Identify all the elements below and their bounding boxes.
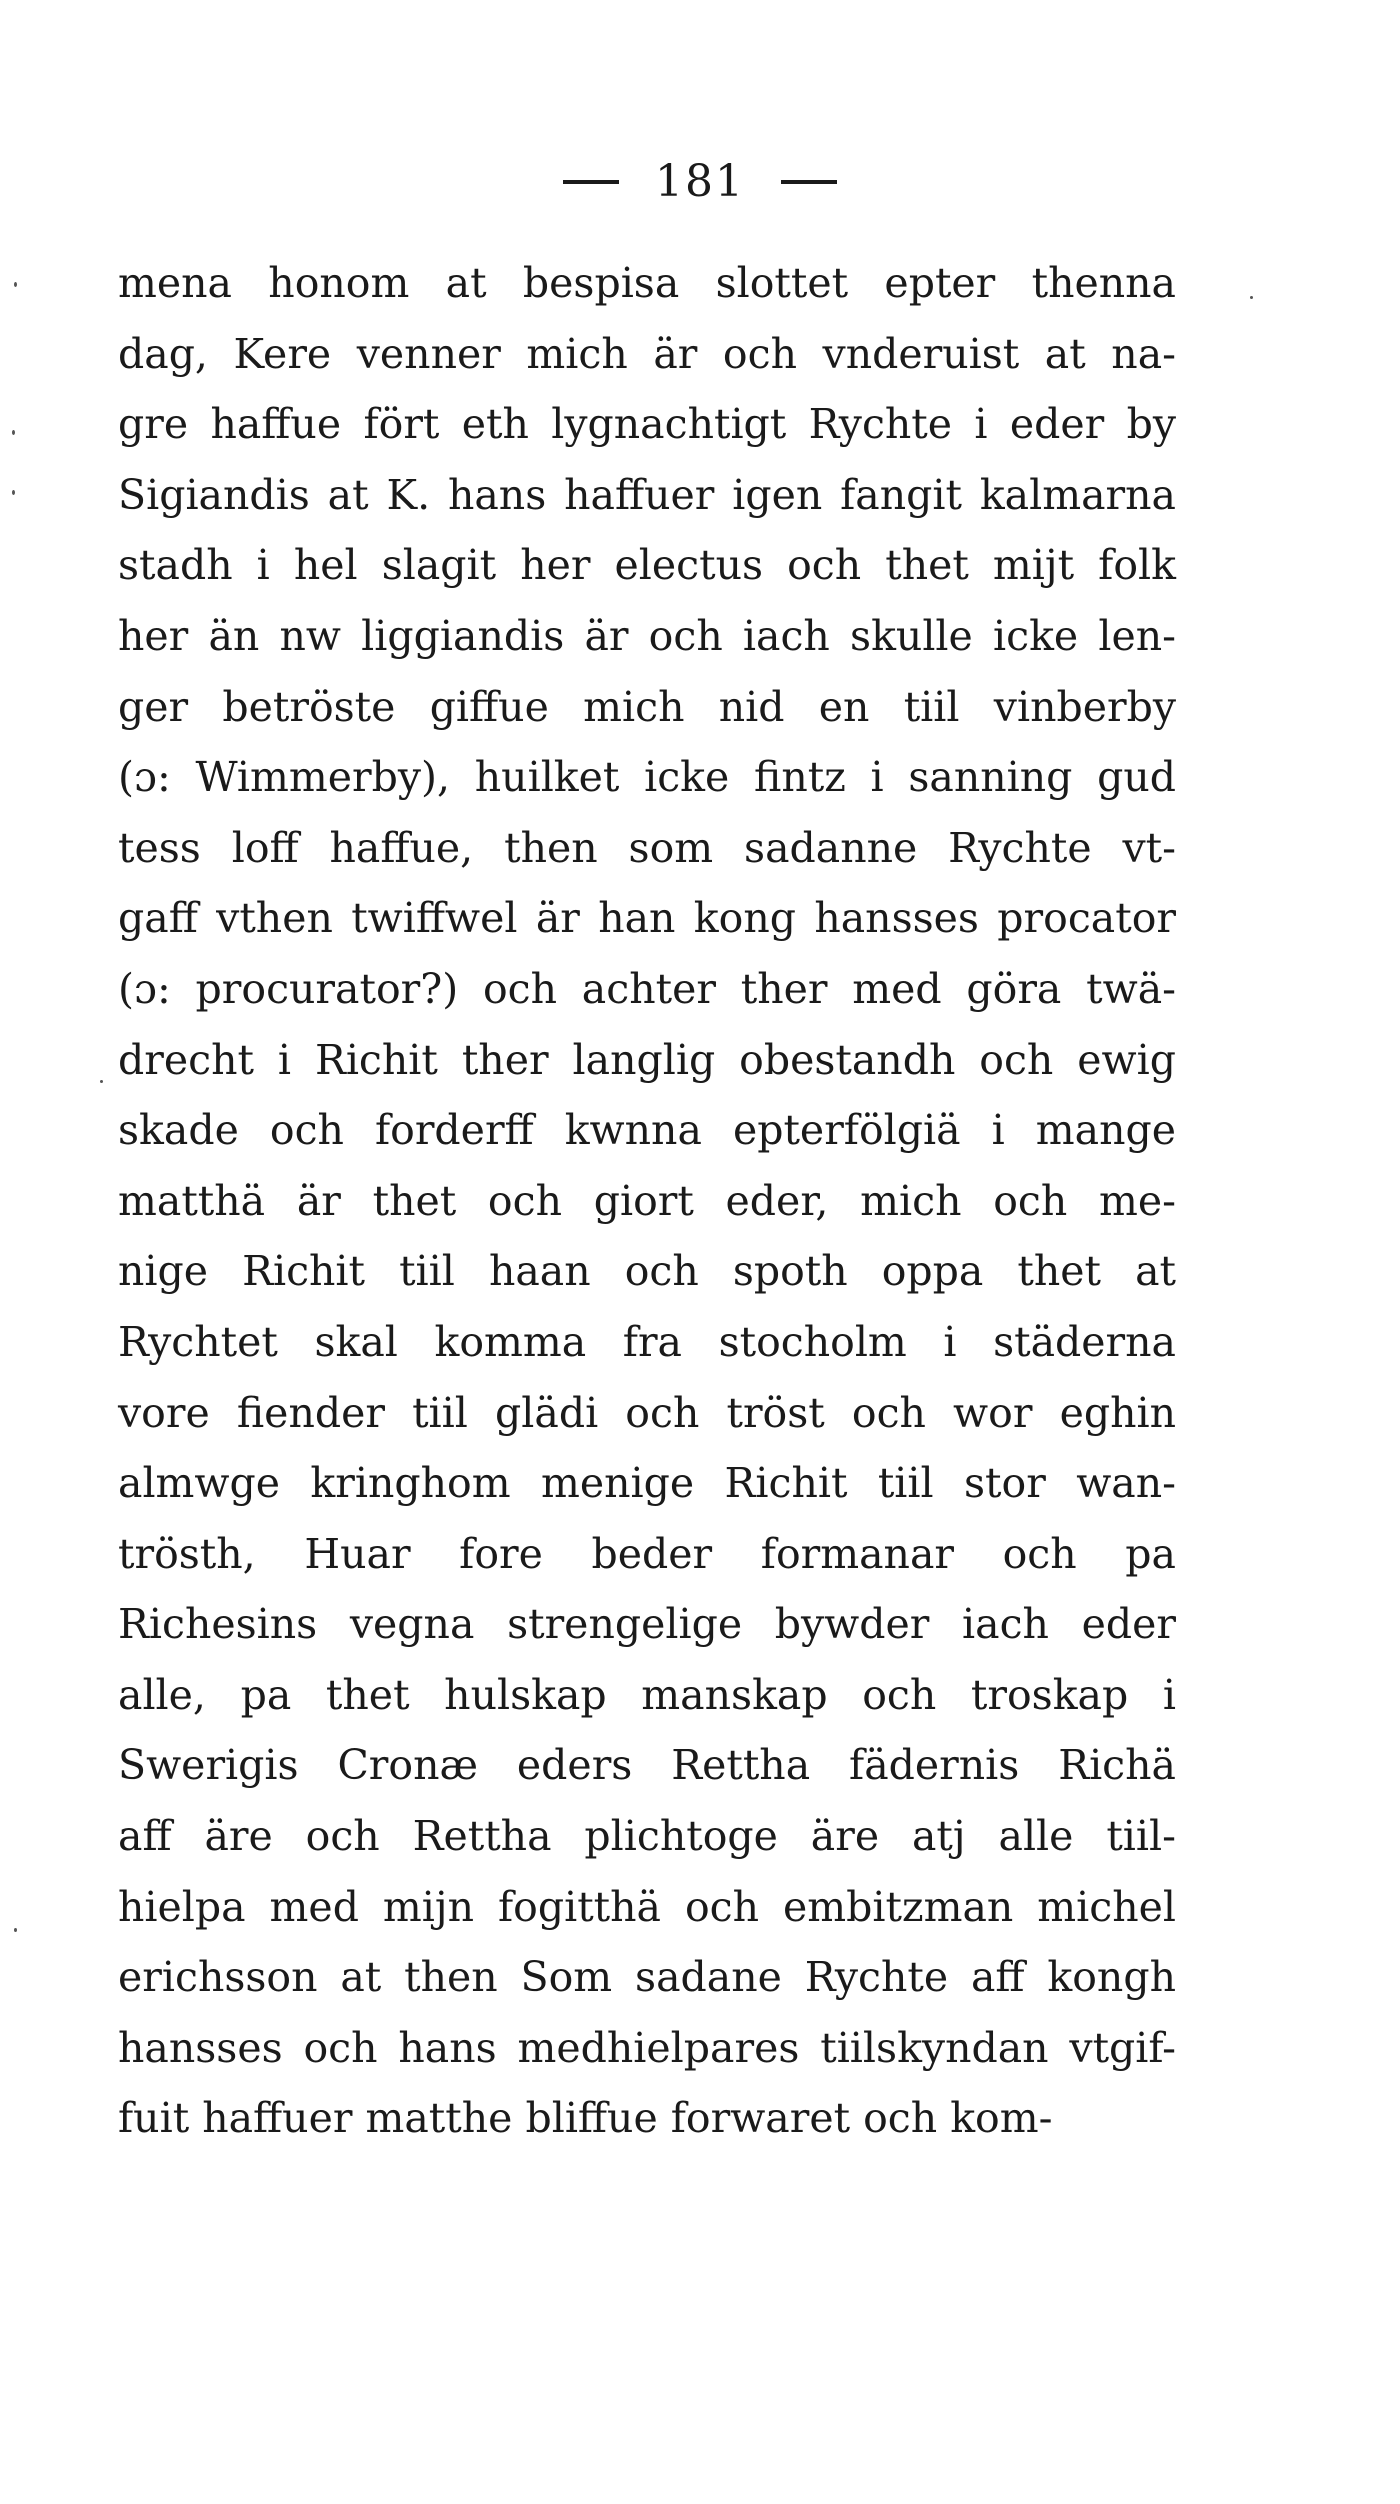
scan-speck — [14, 1928, 17, 1932]
text-line: drecht i Richit ther langlig obestandh och ewig — [118, 1035, 1176, 1084]
text-line: (ɔ: Wimmerby), huilket icke fintz i sanning gud — [118, 753, 1176, 802]
header-dash-right — [781, 180, 837, 184]
scan-speck — [100, 1080, 103, 1083]
text-line: trösth, Huar fore beder formanar och pa — [118, 1529, 1176, 1578]
scan-speck — [12, 490, 15, 495]
text-line: nige Richit tiil haan och spoth oppa thet at — [118, 1247, 1176, 1296]
header-dash-left — [563, 180, 619, 184]
text-line: erichsson at then Som sadane Rychte aff kongh — [118, 1953, 1176, 2002]
text-line: stadh i hel slagit her electus och thet mijt folk — [118, 541, 1176, 590]
text-line: dag, Kere venner mich är och vnderuist at na- — [118, 329, 1176, 378]
text-line: aff äre och Rettha plichtoge äre atj alle tiil- — [118, 1812, 1176, 1861]
text-line: gaff vthen twiffwel är han kong hansses procator — [118, 894, 1176, 943]
text-line: matthä är thet och giort eder, mich och me- — [118, 1176, 1176, 1225]
text-line: Richesins vegna strengelige bywder iach eder — [118, 1600, 1176, 1649]
scan-speck — [14, 282, 17, 287]
text-line: Rychtet skal komma fra stocholm i städerna — [118, 1317, 1176, 1366]
text-line: tess loff haffue, then som sadanne Rychte vt- — [118, 823, 1176, 872]
text-line: gre haffue fört eth lygnachtigt Rychte i eder by — [118, 400, 1176, 449]
text-line: almwge kringhom menige Richit tiil stor wan- — [118, 1459, 1176, 1508]
scan-speck — [1250, 296, 1253, 299]
scan-speck — [12, 430, 15, 435]
text-line: hansses och hans medhielpares tiilskyndan vtgif- — [118, 2023, 1176, 2072]
body-text — [118, 248, 1176, 2154]
text-line: hielpa med mijn fogitthä och embitzman michel — [118, 1882, 1176, 1931]
page-header — [0, 156, 1400, 207]
text-line: (ɔ: procurator?) och achter ther med göra twä- — [118, 964, 1176, 1013]
text-line: her än nw liggiandis är och iach skulle icke len- — [118, 611, 1176, 660]
page-number: 181 — [655, 156, 745, 207]
text-line: fuit haffuer matthe bliffue forwaret och kom- — [118, 2094, 1053, 2143]
text-line: skade och forderff kwnna epterfölgiä i mange — [118, 1106, 1176, 1155]
text-line: vore fiender tiil glädi och tröst och wor eghin — [118, 1388, 1176, 1437]
text-line: ger betröste giffue mich nid en tiil vinberby — [118, 682, 1176, 731]
text-line: Sigiandis at K. hans haffuer igen fangit kalmarna — [118, 470, 1176, 519]
text-line: alle, pa thet hulskap manskap och troskap i — [118, 1670, 1176, 1719]
text-line: Swerigis Cronæ eders Rettha fädernis Richä — [118, 1741, 1176, 1790]
text-line: mena honom at bespisa slottet epter thenna — [118, 259, 1176, 307]
